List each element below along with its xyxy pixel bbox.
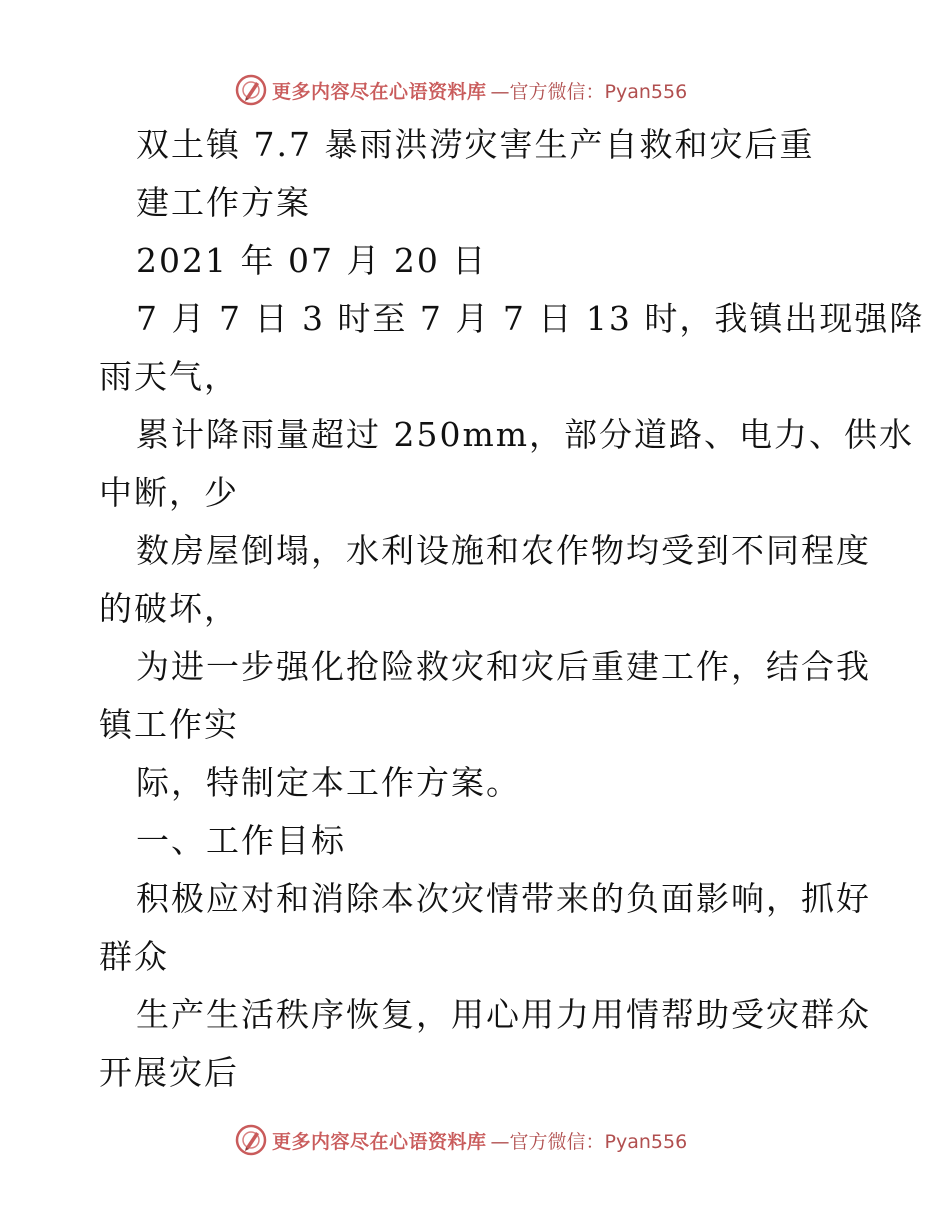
document-date: 2021 年 07 月 20 日	[136, 241, 488, 280]
watermark-brand: 更多内容尽在心语资料库	[272, 80, 487, 103]
paragraph-line: 生产生活秩序恢复，用心用力用情帮助受灾群众	[136, 995, 871, 1034]
paragraph-line: 积极应对和消除本次灾情带来的负面影响，抓好	[136, 879, 871, 918]
watermark-header	[234, 72, 687, 108]
paragraph-line: 累计降雨量超过 250mm，部分道路、电力、供水	[136, 415, 915, 454]
paragraph-line: 开展灾后	[99, 1053, 239, 1092]
paragraph-line: 7 月 7 日 3 时至 7 月 7 日 13 时，我镇出现强降	[136, 299, 925, 338]
watermark-footer	[234, 1122, 687, 1158]
watermark-contact: —官方微信：Pyan556	[490, 1130, 688, 1153]
paragraph-line: 镇工作实	[99, 705, 239, 744]
paragraph-line: 际，特制定本工作方案。	[136, 763, 521, 802]
pen-circle-logo-icon	[234, 1123, 268, 1157]
paragraph-line: 雨天气，	[99, 357, 239, 396]
paragraph-line: 数房屋倒塌，水利设施和农作物均受到不同程度	[136, 531, 871, 570]
pen-circle-logo-icon	[234, 73, 268, 107]
document-title-line-1: 双土镇 7.7 暴雨洪涝灾害生产自救和灾后重	[136, 125, 815, 164]
paragraph-line: 为进一步强化抢险救灾和灾后重建工作，结合我	[136, 647, 871, 686]
section-heading: 一、工作目标	[136, 821, 346, 860]
paragraph-line: 群众	[99, 937, 169, 976]
watermark-brand: 更多内容尽在心语资料库	[272, 1130, 487, 1153]
paragraph-line: 中断，少	[99, 473, 239, 512]
paragraph-line: 的破坏，	[99, 589, 239, 628]
watermark-contact: —官方微信：Pyan556	[490, 80, 688, 103]
document-title-line-2: 建工作方案	[136, 183, 311, 222]
